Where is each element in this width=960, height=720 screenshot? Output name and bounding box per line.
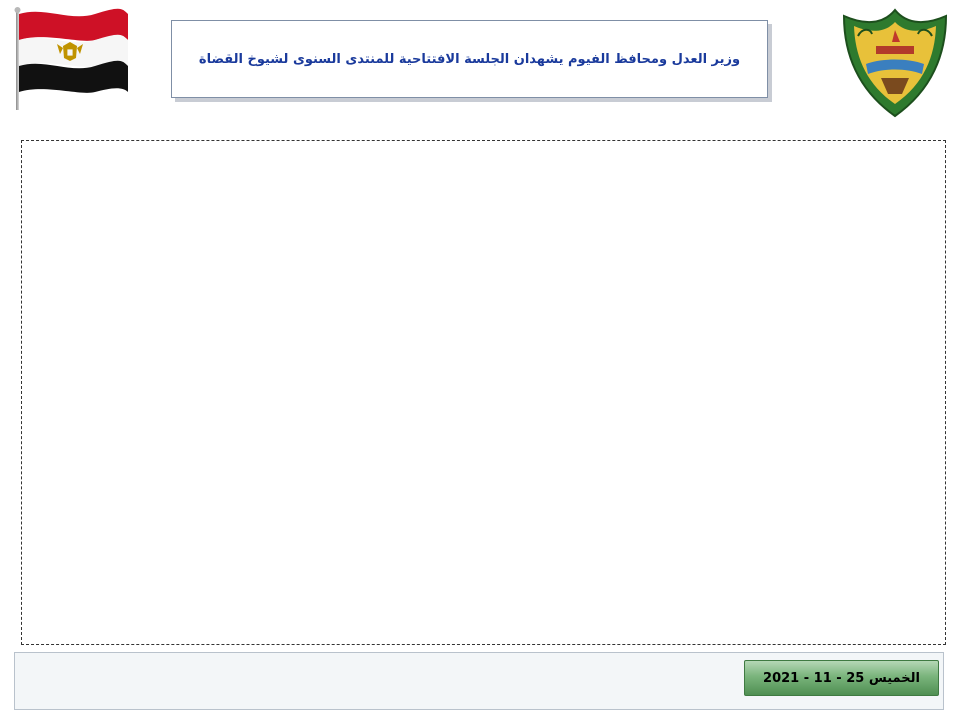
- fayoum-governorate-logo-icon: [836, 6, 954, 120]
- article-body: [30, 145, 937, 640]
- headline: وزير العدل ومحافظ الفيوم يشهدان الجلسة الافتتاحية للمنتدى السنوى لشيوخ القضاة: [198, 51, 741, 67]
- date-badge: [744, 660, 939, 696]
- article-frame: [21, 140, 946, 645]
- publication-date: الخميس 25 - 11 - 2021: [763, 670, 920, 686]
- headline-frame: [171, 20, 768, 98]
- egypt-flag-icon: [10, 6, 130, 112]
